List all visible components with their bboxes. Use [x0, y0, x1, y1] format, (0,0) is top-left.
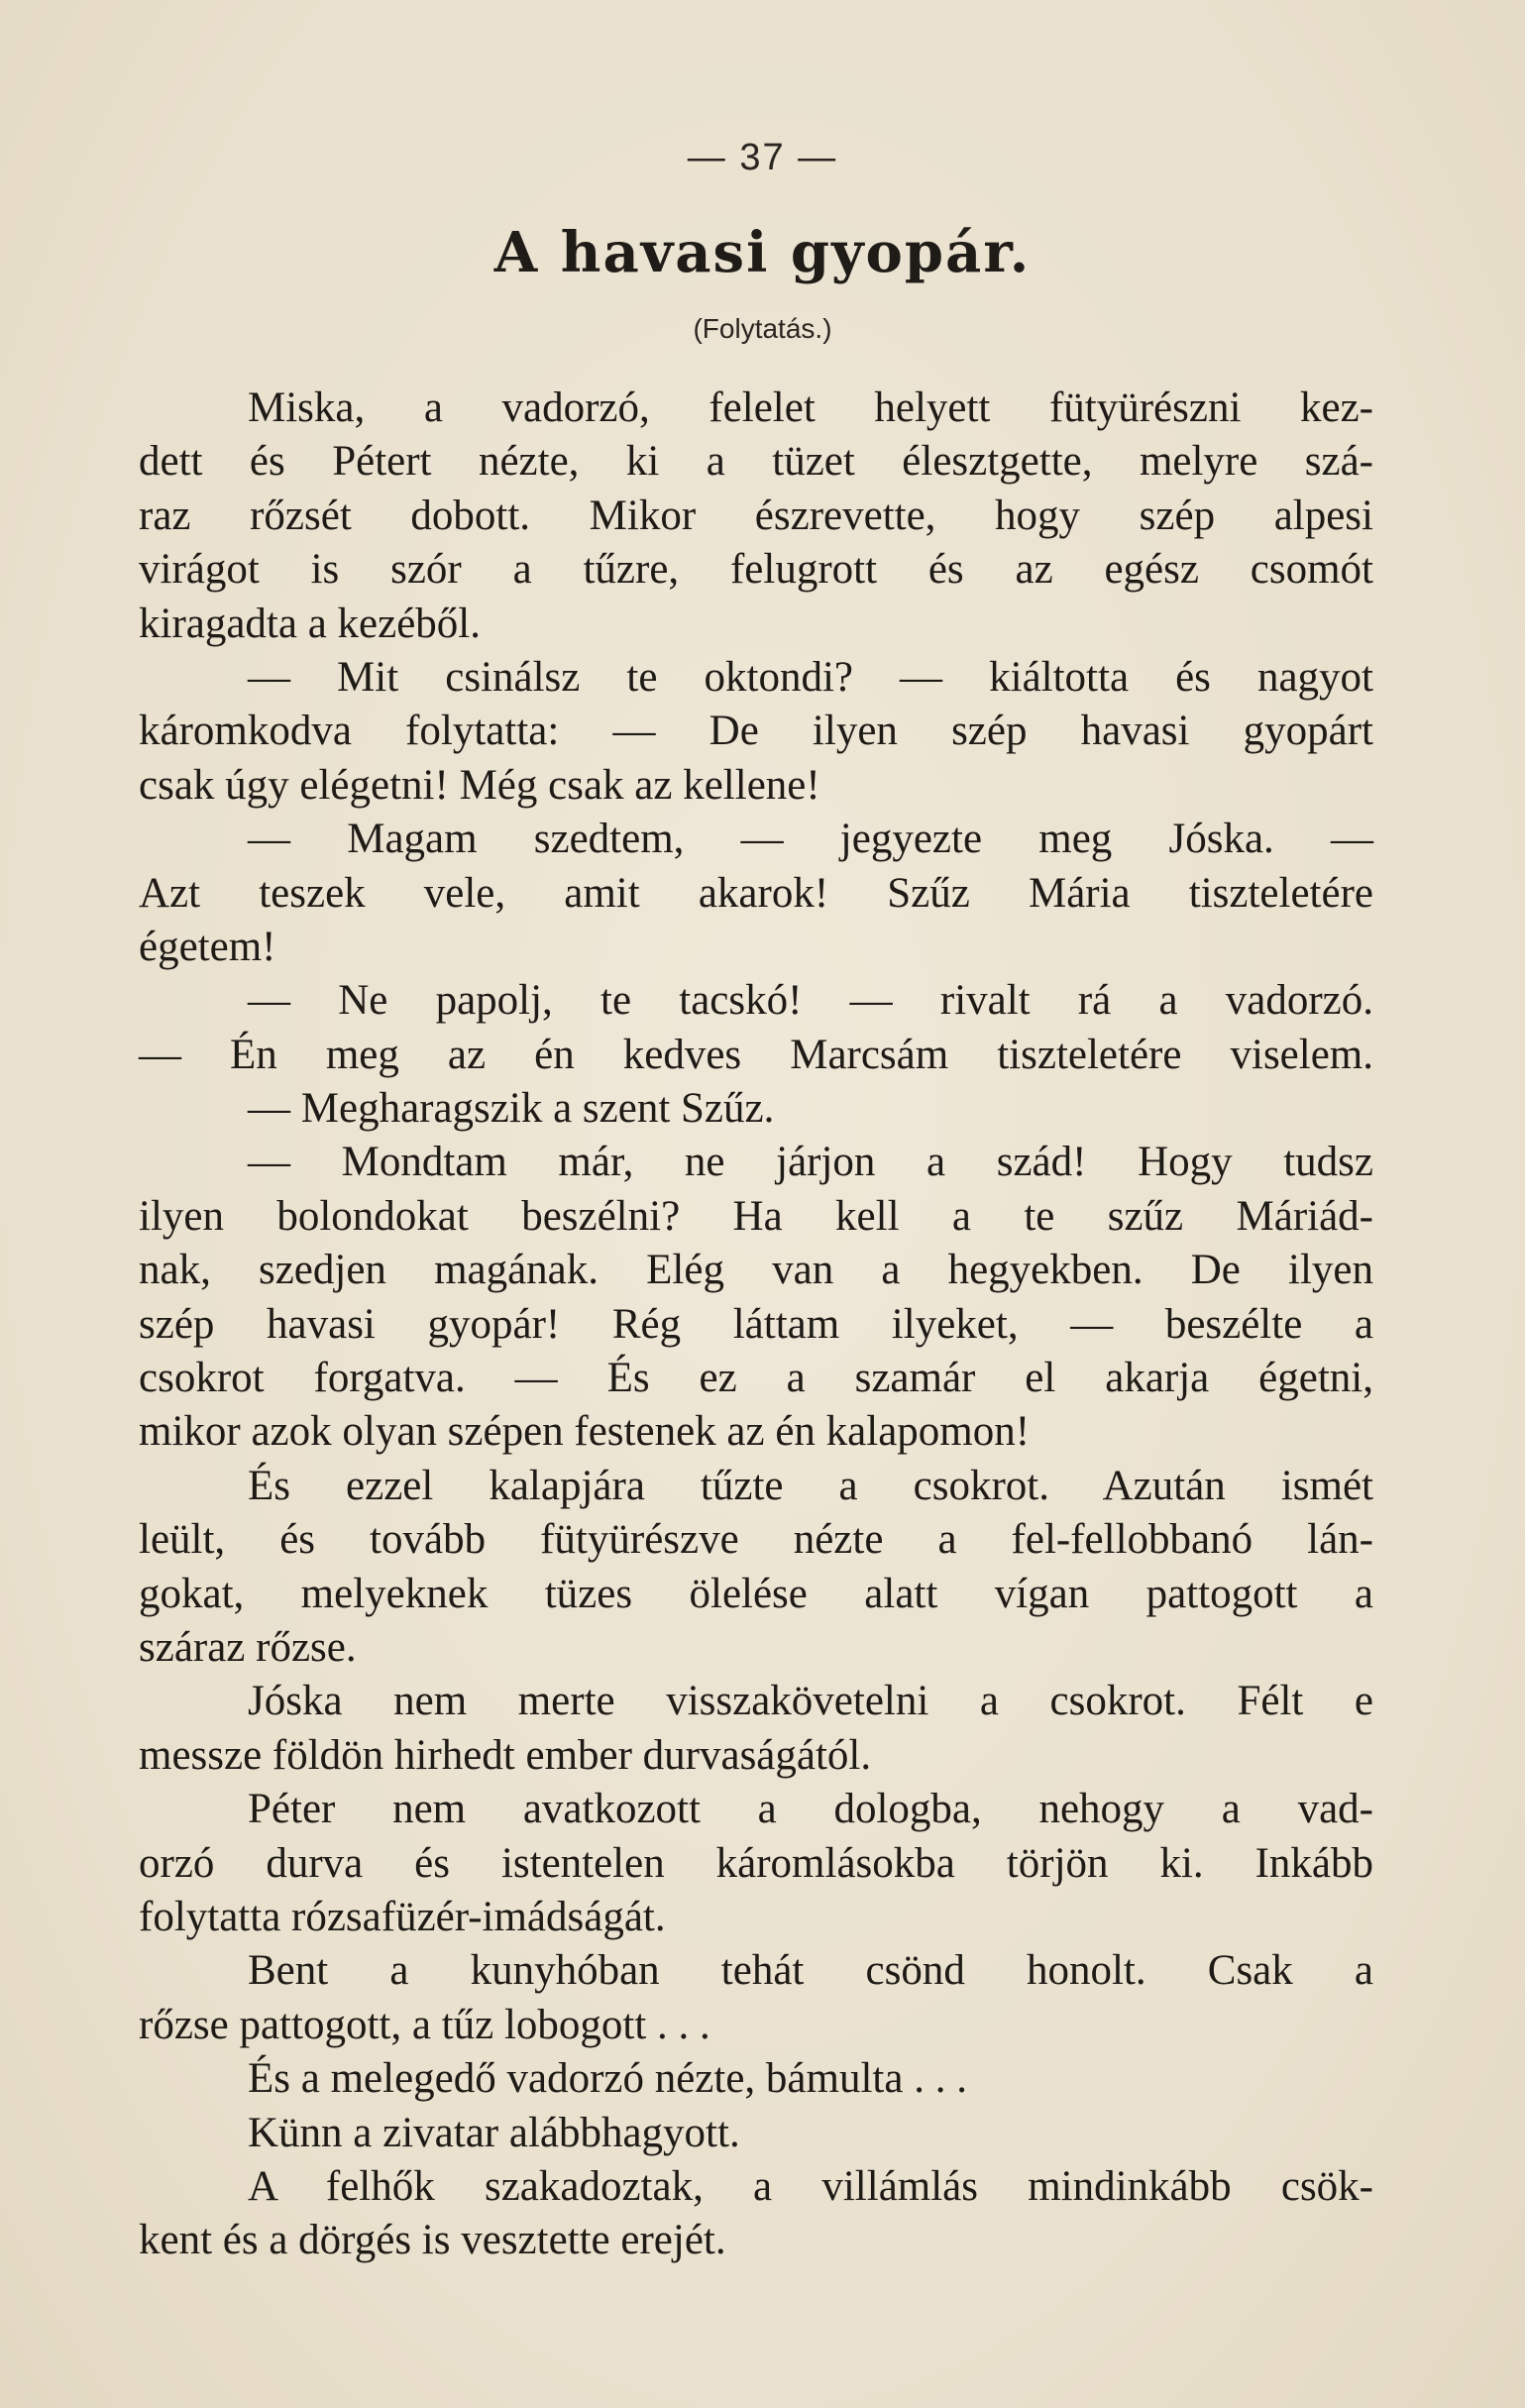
text-line: szép havasi gyopár! Rég láttam ilyeket, — beszélte a [139, 1300, 1373, 1348]
text-line: Bent a kunyhóban tehát csönd honolt. Csak a [248, 1947, 1373, 1995]
text-line: virágot is szór a tűzre, felugrott és az egész csomót [139, 546, 1373, 594]
text-line: rőzse pattogott, a tűz lobogott . . . [139, 2001, 710, 2048]
text-line: orzó durva és istentelen káromlásokba törjön ki. Inkább [139, 1839, 1373, 1887]
text-line: káromkodva folytatta: — De ilyen szép havasi gyopárt [139, 708, 1373, 755]
page-number: — 37 — [687, 137, 838, 178]
text-line: égetem! [139, 923, 276, 970]
text-line: — Magam szedtem, — jegyezte meg Jóska. — [248, 816, 1373, 863]
chapter-title: A havasi gyopár. [493, 220, 1032, 285]
text-line: raz rőzsét dobott. Mikor észrevette, hogy szép alpesi [139, 492, 1373, 539]
text-line: — Én meg az én kedves Marcsám tiszteletére viselem. [139, 1031, 1373, 1078]
body-text [139, 382, 1373, 2268]
text-line: — Megharagszik a szent Szűz. [248, 1085, 775, 1133]
text-line: mikor azok olyan szépen festenek az én kalapomon! [139, 1408, 1031, 1456]
text-line: messze földön hirhedt ember durvaságától. [139, 1731, 872, 1779]
text-line: És ezzel kalapjára tűzte a csokrot. Azután ismét [248, 1462, 1373, 1509]
text-line: kent és a dörgés is vesztette erejét. [139, 2217, 726, 2264]
text-line: — Ne papolj, te tacskó! — rivalt rá a vadorzó. [248, 977, 1373, 1025]
text-line: Péter nem avatkozott a dologba, nehogy a vad- [248, 1786, 1373, 1833]
text-line: Azt teszek vele, amit akarok! Szűz Mária tiszteletére [139, 869, 1373, 917]
text-line: — Mondtam már, ne járjon a szád! Hogy tudsz [248, 1139, 1373, 1186]
text-line: Jóska nem merte visszakövetelni a csokrot. Félt e [248, 1678, 1373, 1725]
text-line: kiragadta a kezéből. [139, 600, 482, 647]
text-line: csokrot forgatva. — És ez a szamár el akarja égetni, [139, 1355, 1373, 1402]
text-line: nak, szedjen magának. Elég van a hegyekben. De ilyen [139, 1247, 1373, 1294]
text-line: száraz rőzse. [139, 1623, 357, 1671]
text-line: leült, és tovább fütyürészve nézte a fel-fellobbanó lán- [139, 1516, 1373, 1564]
text-line: A felhők szakadoztak, a villámlás mindinkább csök- [248, 2162, 1373, 2210]
text-line: csak úgy elégetni! Még csak az kellene! [139, 761, 820, 809]
text-line: folytatta rózsafüzér-imádságát. [139, 1893, 666, 1940]
text-line: Miska, a vadorzó, felelet helyett fütyürészni kez- [248, 384, 1373, 431]
text-line: gokat, melyeknek tüzes ölelése alatt vígan pattogott a [139, 1570, 1373, 1617]
text-line: Künn a zivatar alábbhagyott. [248, 2109, 740, 2156]
text-line: És a melegedő vadorzó nézte, bámulta . . . [248, 2055, 967, 2103]
text-line: — Mit csinálsz te oktondi? — kiáltotta és nagyot [248, 653, 1373, 701]
chapter-subtitle: (Folytatás.) [693, 313, 832, 344]
text-line: ilyen bolondokat beszélni? Ha kell a te szűz Máriád- [139, 1192, 1373, 1240]
text-line: dett és Pétert nézte, ki a tüzet élesztgette, melyre szá- [139, 438, 1373, 486]
